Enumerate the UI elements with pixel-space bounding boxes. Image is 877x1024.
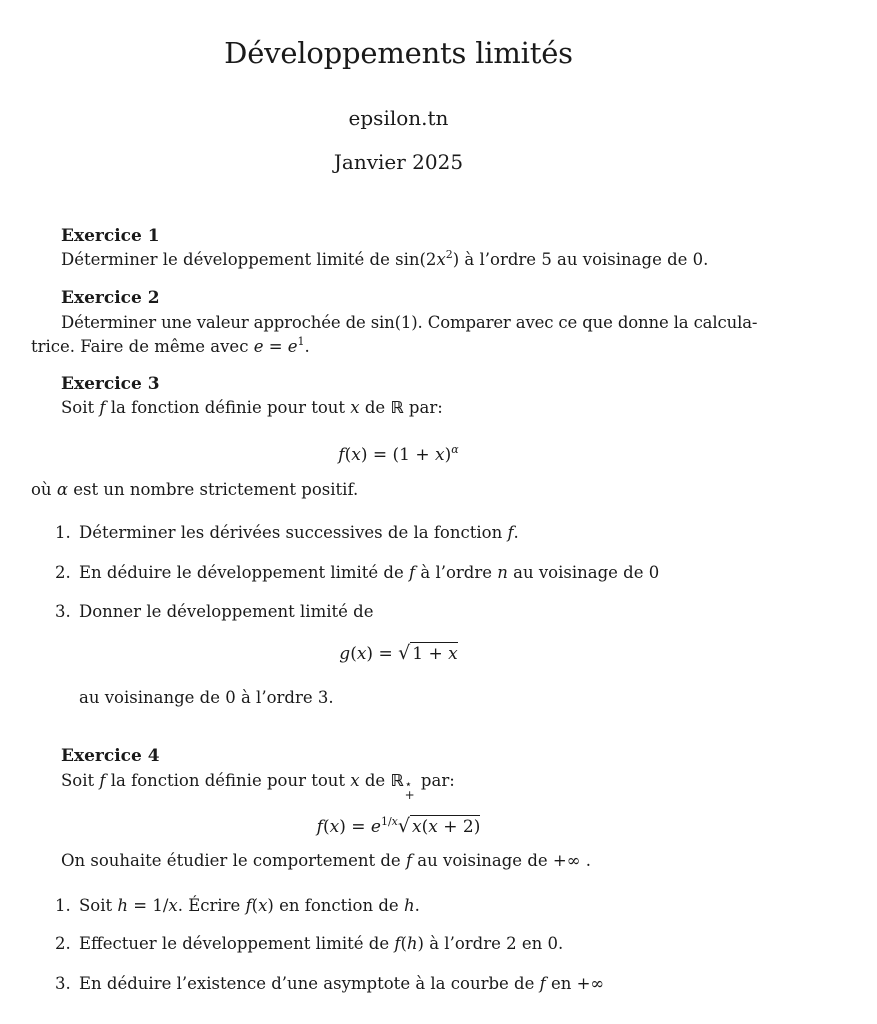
exercise-4-intro xyxy=(61,771,455,802)
ex3-intro-c: de xyxy=(359,398,391,417)
document-date: Janvier 2025 xyxy=(333,150,464,174)
ex3-item-2-b: à l’ordre xyxy=(415,563,498,582)
exercise-2-eq: = xyxy=(263,337,288,356)
exercise-4-goal xyxy=(61,851,591,870)
ex4-item-2-f: f xyxy=(394,934,401,953)
ex4-eq-exponent xyxy=(381,815,398,828)
ex3-g-after: au voisinange de 0 à l’ordre 3. xyxy=(79,688,334,707)
ex3-real-numbers-symbol: ℝ xyxy=(390,398,404,417)
exercise-2-line-2-b: . xyxy=(304,337,310,356)
ex3-item-1-f: f xyxy=(507,523,514,542)
exercise-2-heading: Exercice 2 xyxy=(61,288,160,308)
ex4-item-3-a: En déduire l’existence d’une asymptote à la courbe de xyxy=(79,974,540,993)
ex4-goal-a: On souhaite étudier le comportement de xyxy=(61,851,406,870)
ex4-item-2-number: 2. xyxy=(55,934,71,953)
exercise-1-text-b: ) à l’ordre 5 au voisinage de 0. xyxy=(452,250,709,269)
exercise-1-exp: 2 xyxy=(445,248,453,261)
document-title: Développements limités xyxy=(224,36,573,70)
exercise-4-heading: Exercice 4 xyxy=(61,746,160,766)
exercise-1-heading: Exercice 1 xyxy=(61,226,160,246)
ex3-g-equation xyxy=(0,642,837,664)
document-author: epsilon.tn xyxy=(348,106,449,130)
ex4-goal-f: f xyxy=(405,851,413,870)
ex4-item-1 xyxy=(79,896,420,915)
exercise-3-equation xyxy=(0,445,837,465)
ex4-eq-e: e xyxy=(370,817,381,837)
ex4-r-plus: + xyxy=(404,788,415,802)
ex4-item-1-number: 1. xyxy=(55,896,71,915)
ex3-g-under-x: x xyxy=(448,644,458,664)
exercise-3-heading: Exercice 3 xyxy=(61,374,160,394)
ex4-eq-exp-x: x xyxy=(391,815,398,828)
ex4-eq-mid: ) = xyxy=(339,817,371,837)
ex4-item-2-c: ) à l’ordre 2 en 0. xyxy=(417,934,564,953)
ex3-eq-open: ( xyxy=(344,445,352,465)
ex4-eq-f: f xyxy=(316,817,323,837)
ex3-g-name: g xyxy=(339,644,351,664)
square-root-icon: √ xyxy=(398,642,411,664)
square-root-icon: √ xyxy=(397,815,410,837)
ex3-item-1-a: Déterminer les dérivées successives de la fonction xyxy=(79,523,508,542)
ex4-item-1-f: f xyxy=(245,896,252,915)
ex3-item-2-number: 2. xyxy=(55,563,71,582)
ex4-item-3-b: en +∞ xyxy=(545,974,605,993)
ex3-item-1-number: 1. xyxy=(55,523,71,542)
ex4-eq-radicand xyxy=(410,815,480,837)
ex4-real-numbers-symbol: ℝ xyxy=(390,771,404,790)
ex4-item-1-d: ( xyxy=(251,896,259,915)
ex3-intro-b: la fonction définie pour tout xyxy=(105,398,351,417)
exercise-1-var: x xyxy=(436,250,446,269)
exercise-2-line-1: Déterminer une valeur approchée de sin(1). Comparer avec ce que donne la calcula- xyxy=(61,313,758,332)
ex3-item-1-b: . xyxy=(513,523,519,542)
ex4-eq-open: ( xyxy=(322,817,330,837)
exercise-2-line-2 xyxy=(31,337,310,356)
ex3-eq-f: f xyxy=(338,445,345,465)
ex3-eq-x2: x xyxy=(435,445,445,465)
ex4-item-3-number: 3. xyxy=(55,974,71,993)
ex3-after-a: où xyxy=(31,480,57,499)
ex3-intro-f: f xyxy=(99,398,106,417)
ex4-intro-x: x xyxy=(350,771,360,790)
ex4-r-star: ⋆ xyxy=(404,777,413,791)
ex4-item-2-b: ( xyxy=(400,934,407,953)
ex3-intro-d: par: xyxy=(403,398,443,417)
ex3-g-open: ( xyxy=(350,644,357,664)
ex3-item-1 xyxy=(79,523,519,542)
ex4-item-3 xyxy=(79,974,604,993)
ex4-item-1-a: Soit xyxy=(79,896,118,915)
exercise-3-intro xyxy=(61,398,443,417)
ex3-eq-rhs: ) = (1 + xyxy=(360,445,436,465)
ex4-goal-b: au voisinage de +∞ . xyxy=(412,851,591,870)
ex3-item-3: Donner le développement limité de xyxy=(79,602,374,621)
ex4-eq-under: ( xyxy=(421,817,429,837)
ex4-eq-x: x xyxy=(329,817,340,837)
ex4-intro-d: par: xyxy=(415,771,455,790)
ex4-eq-under-x2: x xyxy=(428,817,438,837)
ex3-after-b: est un nombre strictement positif. xyxy=(67,480,359,499)
exercise-1-text-a: Déterminer le développement limité de sin(2 xyxy=(61,250,437,269)
ex3-item-2-c: au voisinage de 0 xyxy=(507,563,660,582)
ex4-item-1-b: = 1/ xyxy=(128,896,169,915)
ex3-eq-x: x xyxy=(351,445,361,465)
ex4-eq-exp: 1/ xyxy=(380,815,392,828)
ex4-item-1-c: . Écrire xyxy=(177,896,246,915)
ex3-item-3-number: 3. xyxy=(55,602,71,621)
ex4-intro-b: la fonction définie pour tout xyxy=(105,771,351,790)
ex3-item-2 xyxy=(79,563,659,582)
ex4-intro-a: Soit xyxy=(61,771,100,790)
ex4-intro-c: de xyxy=(359,771,391,790)
exercise-2-line-2-a: trice. Faire de même avec xyxy=(31,337,254,356)
ex4-item-1-e: ) en fonction de xyxy=(267,896,404,915)
ex3-g-radicand xyxy=(410,642,457,664)
ex4-item-1-h: h xyxy=(117,896,129,915)
ex4-item-2-h: h xyxy=(406,934,418,953)
ex4-item-1-x: x xyxy=(168,896,178,915)
exercise-3-after xyxy=(31,480,358,499)
ex4-item-3-f: f xyxy=(539,974,546,993)
ex3-g-x: x xyxy=(356,644,367,664)
ex3-intro-a: Soit xyxy=(61,398,100,417)
ex3-eq-close: ) xyxy=(444,445,452,465)
ex3-after-alpha: α xyxy=(56,480,68,499)
exercise-2-e2: e xyxy=(287,337,298,356)
exercise-4-equation xyxy=(0,815,837,837)
ex4-item-1-x2: x xyxy=(258,896,268,915)
ex3-item-2-a: En déduire le développement limité de xyxy=(79,563,410,582)
exercise-2-e1: e xyxy=(253,337,264,356)
ex4-eq-under-b: + 2) xyxy=(437,817,481,837)
exercise-2-exp: 1 xyxy=(297,335,305,348)
ex3-g-close: ) = xyxy=(366,644,399,664)
ex4-item-1-h2: h xyxy=(403,896,415,915)
ex4-intro-f: f xyxy=(99,771,106,790)
exercise-1-text xyxy=(61,250,708,269)
ex3-item-2-n: n xyxy=(497,563,508,582)
ex4-eq-under-x: x xyxy=(412,817,422,837)
ex4-item-2 xyxy=(79,934,563,953)
ex4-item-2-a: Effectuer le développement limité de xyxy=(79,934,395,953)
ex3-g-under: 1 + xyxy=(412,644,449,664)
ex3-item-2-f: f xyxy=(409,563,416,582)
ex3-intro-x: x xyxy=(350,398,360,417)
ex4-item-1-g: . xyxy=(414,896,420,915)
ex3-eq-alpha: α xyxy=(451,443,459,456)
